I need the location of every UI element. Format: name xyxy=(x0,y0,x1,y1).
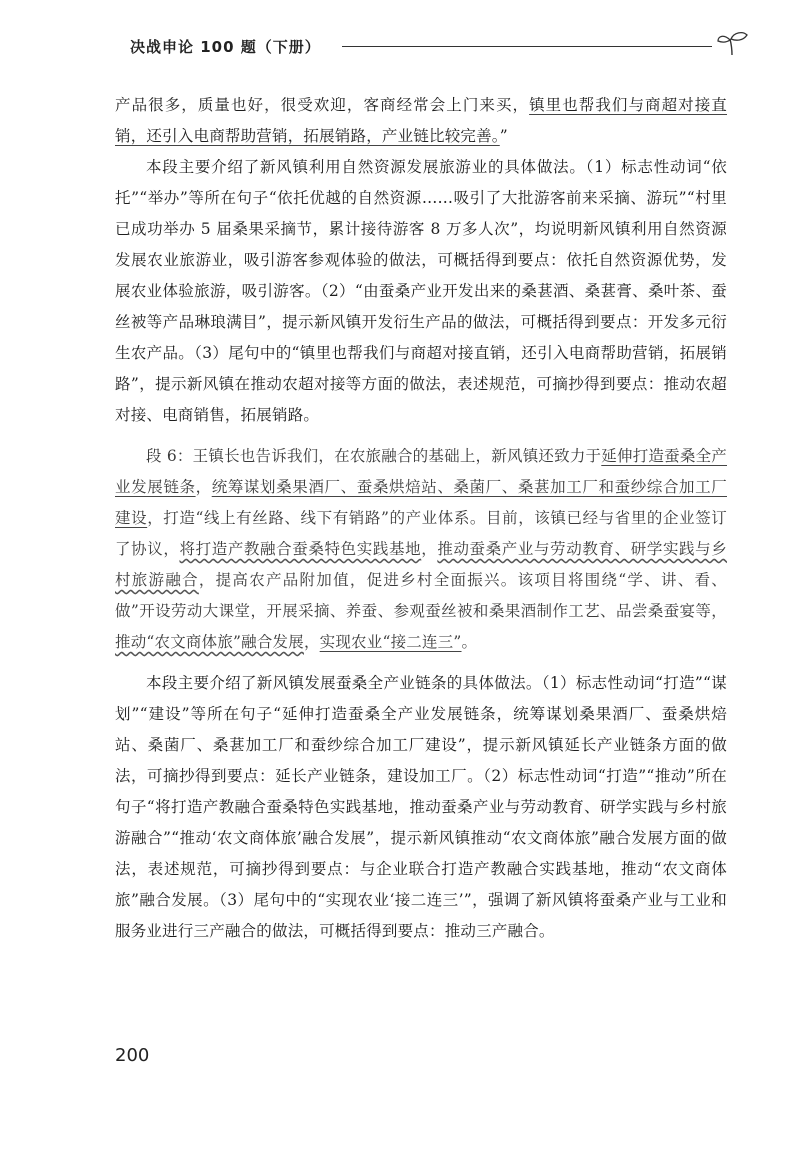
underlined-segment: 延伸打造蚕桑全产业发展链条 xyxy=(115,447,727,496)
wavy-underlined-segment: 将打造产教融合蚕桑特色实践基地 xyxy=(179,540,422,558)
underlined-segment: 统筹谋划桑果酒厂、蚕桑烘焙站、桑菌厂、桑葚加工厂和蚕纱综合加工厂建设 xyxy=(115,478,727,527)
book-title: 决战申论 100 题（下册） xyxy=(130,38,321,56)
header-rule xyxy=(342,46,712,47)
page-number: 200 xyxy=(115,1045,150,1066)
text-segment: 。 xyxy=(461,633,478,651)
wavy-underlined-segment: 推动蚕桑产业与劳动教育、研学实践与乡村旅游融合 xyxy=(115,540,727,589)
text-segment: ， xyxy=(421,540,438,558)
page-content xyxy=(115,90,727,947)
text-segment: ，打造“线上有丝路、线下有销路”的产业体系。目前，该镇已经与省里的企业签订了协议， xyxy=(115,509,727,558)
text-segment: ，提高农产品附加值，促进乡村全面振兴。该项目将围绕“学、讲、看、做”开设劳动大课堂，开展采摘、养蚕、参观蚕丝被和桑果酒制作工艺、品尝桑蚕宴等， xyxy=(115,571,727,620)
wavy-underlined-segment: 推动“农文商体旅”融合发展 xyxy=(115,633,304,651)
underlined-segment: 实现农业“接二连三” xyxy=(319,633,462,651)
underlined-segment: 镇里也帮我们与商超对接直销，还引入电商帮助营销，拓展销路，产业链比较完善。 xyxy=(115,96,727,145)
text-segment: 段 6：王镇长也告诉我们，在农旅融合的基础上，新风镇还致力于 xyxy=(146,447,602,465)
source-paragraph-6 xyxy=(115,441,727,658)
text-segment: ， xyxy=(195,478,212,496)
text-segment: ” xyxy=(499,127,508,145)
page-header xyxy=(130,36,750,58)
paragraph-continuation xyxy=(115,90,727,152)
analysis-paragraph-2: 本段主要介绍了新风镇发展蚕桑全产业链条的具体做法。（1）标志性动词“打造”“谋划”“建设”等所在句子“延伸打造蚕桑全产业发展链条，统筹谋划桑果酒厂、蚕桑烘焙站、桑菌厂、桑葚加工厂和蚕纱综合加工厂建设”，提示新风镇延长产业链条方面的做法，可摘抄得到要点：延长产业链条，建设加工厂。（2）标志性动词“打造”“推动”所在句子“将打造产教融合蚕桑特色实践基地，推动蚕桑产业与劳动教育、研学实践与乡村旅游融合”“推动‘农文商体旅’融合发展”，提示新风镇推动“农文商体旅”融合发展方面的做法，表述规范，可摘抄得到要点：与企业联合打造产教融合实践基地，推动“农文商体旅”融合发展。（3）尾句中的“实现农业‘接二连三’”，强调了新风镇将蚕桑产业与工业和服务业进行三产融合的做法，可概括得到要点：推动三产融合。 xyxy=(115,674,727,940)
text-segment: 产品很多，质量也好，很受欢迎，客商经常会上门来买， xyxy=(115,96,530,114)
analysis-paragraph-1: 本段主要介绍了新风镇利用自然资源发展旅游业的具体做法。（1）标志性动词“依托”“举办”等所在句子“依托优越的自然资源……吸引了大批游客前来采摘、游玩”“村里已成功举办 5 届桑果采摘节，累计接待游客 8 万多人次”，均说明新风镇利用自然资源发展农业旅游业，吸引游客参观体验的做法，可概括得到要点：依托自然资源优势，发展农业体验旅游，吸引游客。（2）“由蚕桑产业开发出来的桑葚酒、桑葚膏、桑叶茶、蚕丝被等产品琳琅满目”，提示新风镇开发衍生产品的做法，可概括得到要点：开发多元衍生农产品。（3）尾句中的“镇里也帮我们与商超对接直销，还引入电商帮助营销，拓展销路”，提示新风镇在推动农超对接等方面的做法，表述规范，可摘抄得到要点：推动农超对接、电商销售，拓展销路。 xyxy=(115,158,727,424)
text-segment: ， xyxy=(303,633,320,651)
sprout-icon xyxy=(716,30,750,56)
